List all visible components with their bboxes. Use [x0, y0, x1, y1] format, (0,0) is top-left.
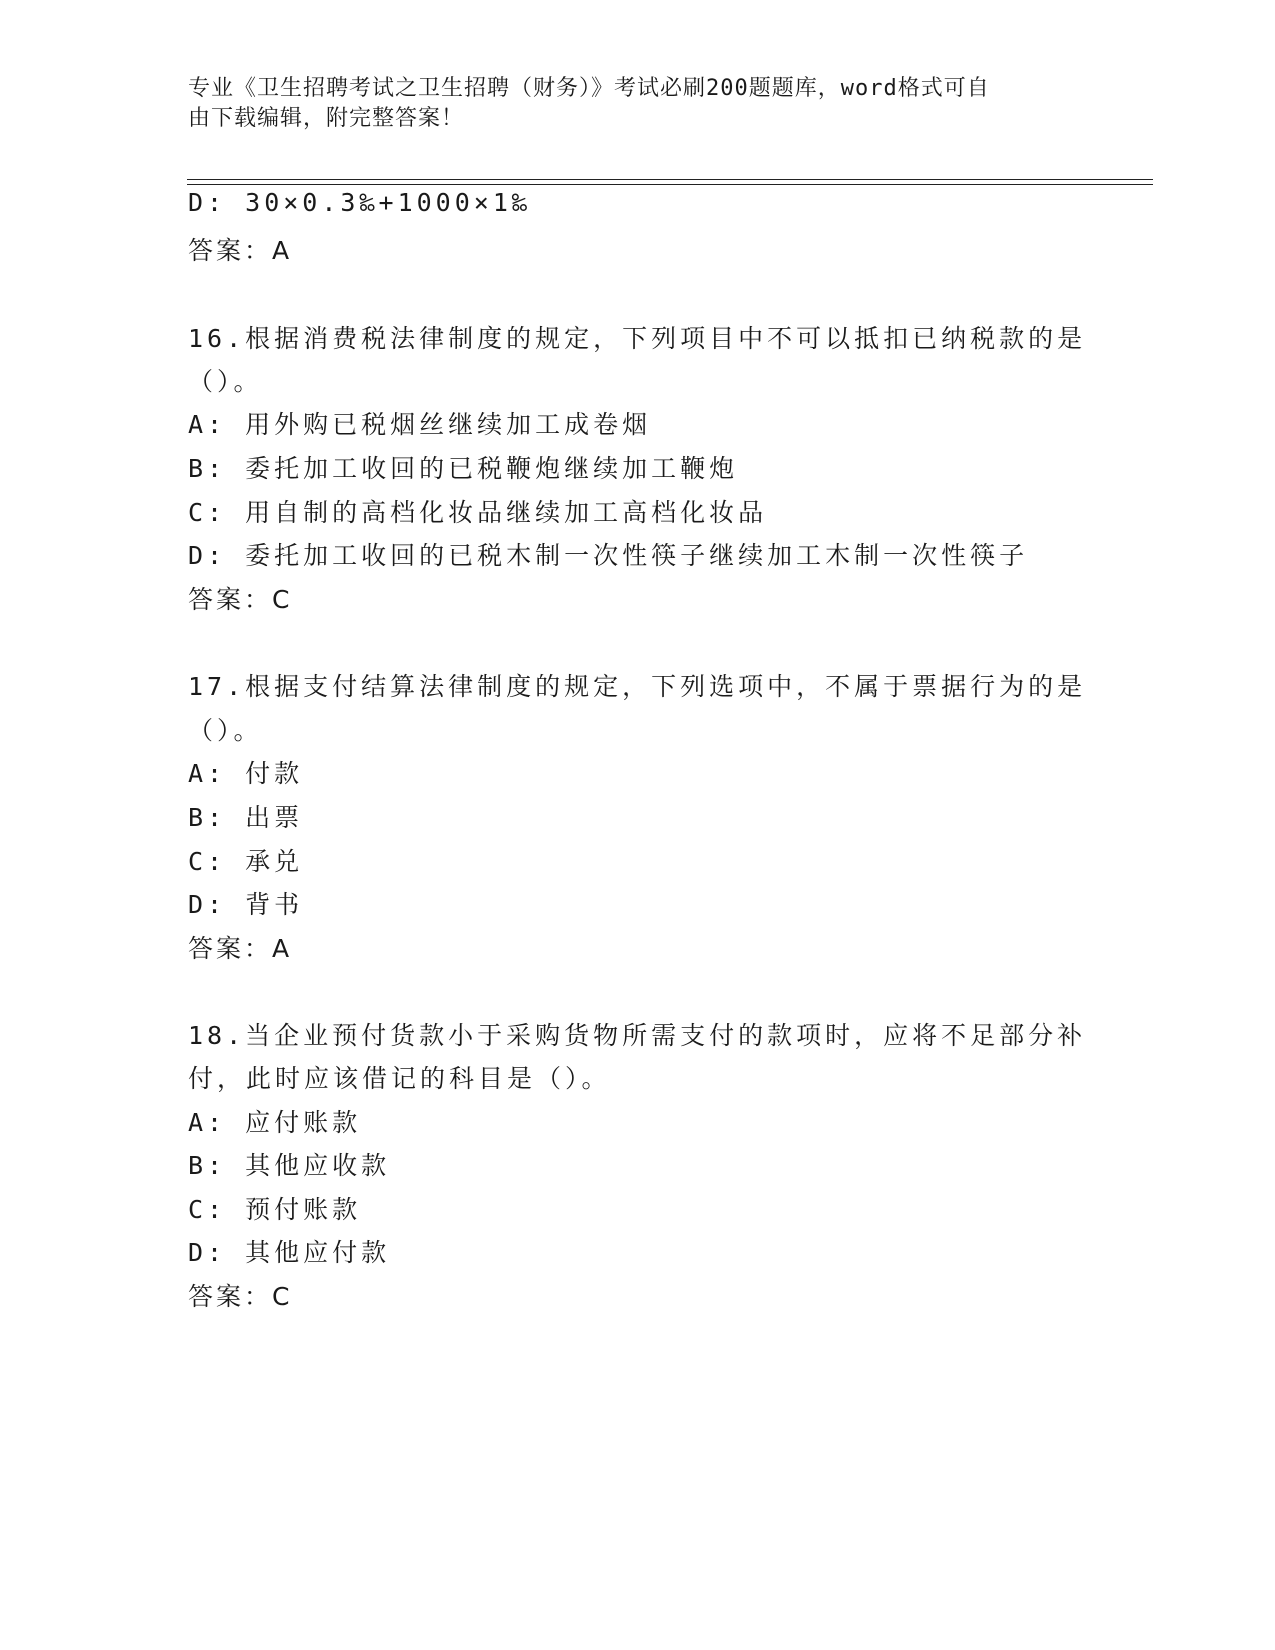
question-17-answer: 答案：A: [188, 934, 293, 963]
question-16-option-c: C: 用自制的高档化妆品继续加工高档化妆品: [188, 498, 768, 527]
question-16-answer: 答案：C: [188, 585, 293, 614]
question-17-option-a: A: 付款: [188, 759, 304, 788]
question-18-option-c: C: 预付账款: [188, 1195, 362, 1224]
question-18-option-a: A: 应付账款: [188, 1108, 362, 1137]
question-17-stem-line-2: （）。: [188, 716, 263, 745]
header-divider-bottom: [187, 184, 1153, 185]
header-divider-top: [187, 179, 1153, 180]
question-16-stem-line-1: 16.根据消费税法律制度的规定，下列项目中不可以抵扣已纳税款的是: [188, 324, 1087, 353]
question-17-stem-line-1: 17.根据支付结算法律制度的规定，下列选项中，不属于票据行为的是: [188, 672, 1087, 701]
question-17-option-d: D: 背书: [188, 890, 304, 919]
question-18-option-b: B: 其他应收款: [188, 1151, 391, 1180]
question-18-option-d: D: 其他应付款: [188, 1238, 391, 1267]
question-16-stem-line-2: （）。: [188, 367, 263, 396]
document-header: [188, 74, 1068, 134]
question-16-option-b: B: 委托加工收回的已税鞭炮继续加工鞭炮: [188, 454, 739, 483]
answer: 答案：A: [188, 236, 293, 265]
question-17-option-b: B: 出票: [188, 803, 304, 832]
header-line-2: 由下载编辑，附完整答案！: [188, 106, 465, 131]
question-16-option-a: A: 用外购已税烟丝继续加工成卷烟: [188, 410, 652, 439]
header-line-1: 专业《卫生招聘考试之卫生招聘（财务）》考试必刷200题题库，word格式可自: [188, 76, 990, 101]
question-18-stem-line-2: 付，此时应该借记的科目是（）。: [188, 1064, 611, 1093]
question-18-stem-line-1: 18.当企业预付货款小于采购货物所需支付的款项时，应将不足部分补: [188, 1021, 1087, 1050]
option-d: D: 30×0.3‰+1000×1‰: [188, 188, 531, 217]
question-17-option-c: C: 承兑: [188, 847, 304, 876]
question-18-answer: 答案：C: [188, 1282, 293, 1311]
question-16-option-d: D: 委托加工收回的已税木制一次性筷子继续加工木制一次性筷子: [188, 541, 1029, 570]
